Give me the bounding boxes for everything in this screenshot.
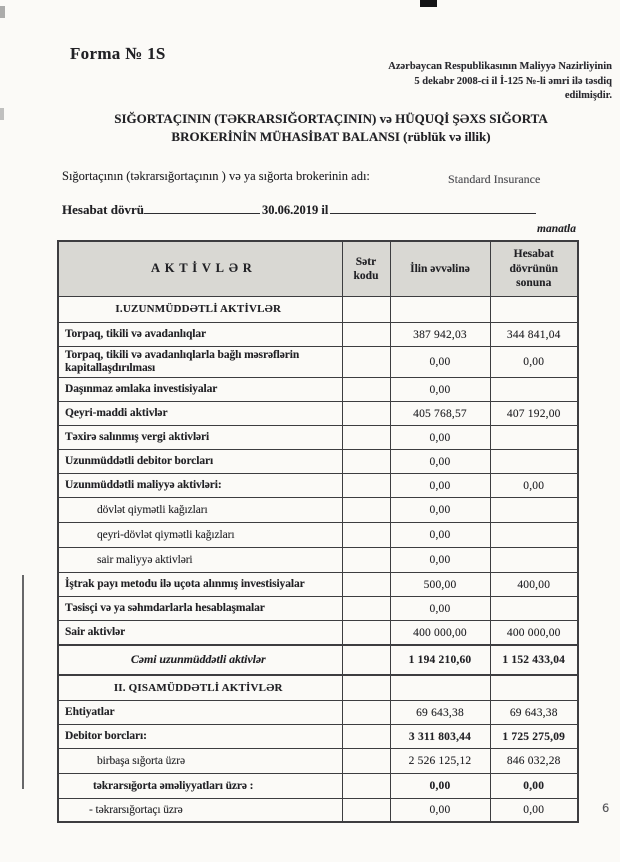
table-header-row [58,241,578,297]
row-label: qeyri-dövlət qiymətli kağızları [58,523,342,548]
row-code [342,573,390,597]
row-label: Uzunmüddətli debitor borcları [58,450,342,474]
approval-note-line: 5 dekabr 2008-ci il İ-125 №-li əmri ilə təsdiq [414,75,612,87]
row-label: I.UZUNMÜDDƏTLİ AKTİVLƏR [58,297,342,323]
row-code [342,597,390,621]
document-title-line: SIĞORTAÇININ (TƏKRARSIĞORTAÇININ) və HÜQUQİ ŞƏXS SIĞORTA [114,111,548,126]
row-code [342,498,390,523]
row-label: Cəmi uzunmüddətli aktivlər [58,645,342,675]
row-value-year-start: 2 526 125,12 [390,749,490,774]
row-value-period-end: 400 000,00 [490,621,578,645]
page-number: 6 [602,801,610,815]
row-value-period-end [490,597,578,621]
row-code [342,378,390,402]
row-value-year-start: 0,00 [390,597,490,621]
row-code [342,675,390,701]
row-value-year-start: 0,00 [390,474,490,498]
blank-line [144,200,260,214]
row-label: birbaşa sığorta üzrə [58,749,342,774]
row-value-year-start: 0,00 [390,774,490,799]
col-header-year-start: İlin əvvəlinə [390,241,490,297]
table-row [58,523,578,548]
table-row [58,621,578,645]
row-value-year-start: 1 194 210,60 [390,645,490,675]
row-code [342,402,390,426]
row-value-period-end [490,548,578,573]
row-value-period-end [490,378,578,402]
report-period-row [62,200,536,218]
row-code [342,749,390,774]
table-row [58,474,578,498]
row-value-period-end: 400,00 [490,573,578,597]
row-label: Sair aktivlər [58,621,342,645]
row-value-year-start: 0,00 [390,347,490,378]
row-label: Daşınmaz əmlaka investisiyalar [58,378,342,402]
row-value-period-end [490,498,578,523]
table-row [58,725,578,749]
row-value-period-end [490,523,578,548]
table-row [58,548,578,573]
row-label: Torpaq, tikili və avadanlıqlar [58,323,342,347]
row-code [342,725,390,749]
row-value-period-end [490,675,578,701]
row-value-year-start: 0,00 [390,498,490,523]
row-label: İştrak payı metodu ilə uçota alınmış investisiyalar [58,573,342,597]
scan-artifact-top-bar [420,0,437,7]
row-label: Təsisçi və ya səhmdarlarla hesablaşmalar [58,597,342,621]
row-code [342,426,390,450]
row-value-year-start: 387 942,03 [390,323,490,347]
row-code [342,297,390,323]
row-code [342,523,390,548]
row-value-period-end: 0,00 [490,799,578,822]
row-value-period-end [490,297,578,323]
currency-note: manatla [537,223,576,235]
table-row [58,645,578,675]
table-row [58,426,578,450]
report-period-value: 30.06.2019 il [261,203,329,217]
row-value-period-end: 344 841,04 [490,323,578,347]
row-value-year-start: 0,00 [390,523,490,548]
table-row [58,297,578,323]
row-label: Qeyri-maddi aktivlər [58,402,342,426]
col-header-row-code: Sətr kodu [342,241,390,297]
table-row [58,701,578,725]
row-value-period-end: 407 192,00 [490,402,578,426]
row-label: dövlət qiymətli kağızları [58,498,342,523]
table-row [58,450,578,474]
row-label: Torpaq, tikili və avadanlıqlarla bağlı məsrəflərin kapitallaşdırılması [58,347,342,378]
row-value-period-end: 69 643,38 [490,701,578,725]
row-value-period-end: 1 725 275,09 [490,725,578,749]
balance-table [57,240,579,823]
row-value-year-start: 0,00 [390,450,490,474]
approval-note [388,60,612,104]
row-value-year-start: 69 643,38 [390,701,490,725]
row-value-year-start: 0,00 [390,548,490,573]
table-row [58,573,578,597]
report-period-label: Hesabat dövrü [62,202,144,217]
row-label: Debitor borcları: [58,725,342,749]
row-value-period-end: 0,00 [490,347,578,378]
table-row [58,675,578,701]
row-label: sair maliyyə aktivləri [58,548,342,573]
row-code [342,774,390,799]
row-label: Təxirə salınmış vergi aktivləri [58,426,342,450]
row-label: təkrarsığorta əməliyyatları üzrə : [58,774,342,799]
row-code [342,621,390,645]
row-code [342,701,390,725]
scan-artifact-left-mark [0,6,5,18]
table-row [58,749,578,774]
table-row [58,799,578,822]
form-number: Forma № 1S [70,44,166,63]
row-value-period-end [490,426,578,450]
row-value-year-start: 3 311 803,44 [390,725,490,749]
row-value-year-start: 500,00 [390,573,490,597]
row-value-period-end [490,450,578,474]
row-label: - təkrarsığortaçı üzrə [58,799,342,822]
table-row [58,498,578,523]
row-value-year-start: 0,00 [390,378,490,402]
row-value-year-start: 400 000,00 [390,621,490,645]
row-value-period-end: 0,00 [490,774,578,799]
blank-line [330,200,536,214]
row-value-year-start [390,675,490,701]
insurer-name-value: Standard Insurance [448,172,541,186]
row-code [342,799,390,822]
row-code [342,323,390,347]
approval-note-line: edilmişdir. [564,90,612,102]
row-label: II. QISAMÜDDƏTLİ AKTİVLƏR [58,675,342,701]
insurer-name-label: Sığortaçının (təkrarsığortaçının ) və ya sığorta brokerinin adı: [62,169,370,183]
row-code [342,347,390,378]
row-code [342,645,390,675]
document-title [0,110,620,145]
row-value-period-end: 846 032,28 [490,749,578,774]
balance-table-body [58,297,578,822]
document-title-line: BROKERİNİN MÜHASİBAT BALANSI (rüblük və illik) [171,128,491,144]
row-code [342,450,390,474]
row-value-year-start: 405 768,57 [390,402,490,426]
row-value-period-end: 0,00 [490,474,578,498]
row-value-period-end: 1 152 433,04 [490,645,578,675]
row-value-year-start [390,297,490,323]
col-header-assets: AKTİVLƏR [58,241,342,297]
table-row [58,774,578,799]
table-row [58,323,578,347]
scan-artifact-fold-line [22,575,24,789]
table-row [58,378,578,402]
table-row [58,597,578,621]
table-row [58,402,578,426]
table-row [58,347,578,378]
row-value-year-start: 0,00 [390,799,490,822]
row-code [342,474,390,498]
approval-note-line: Azərbaycan Respublikasının Maliyyə Nazirliyinin [388,61,612,72]
row-label: Uzunmüddətli maliyyə aktivləri: [58,474,342,498]
row-label: Ehtiyatlar [58,701,342,725]
row-value-year-start: 0,00 [390,426,490,450]
row-code [342,548,390,573]
col-header-period-end: Hesabat dövrünün sonuna [490,241,578,297]
